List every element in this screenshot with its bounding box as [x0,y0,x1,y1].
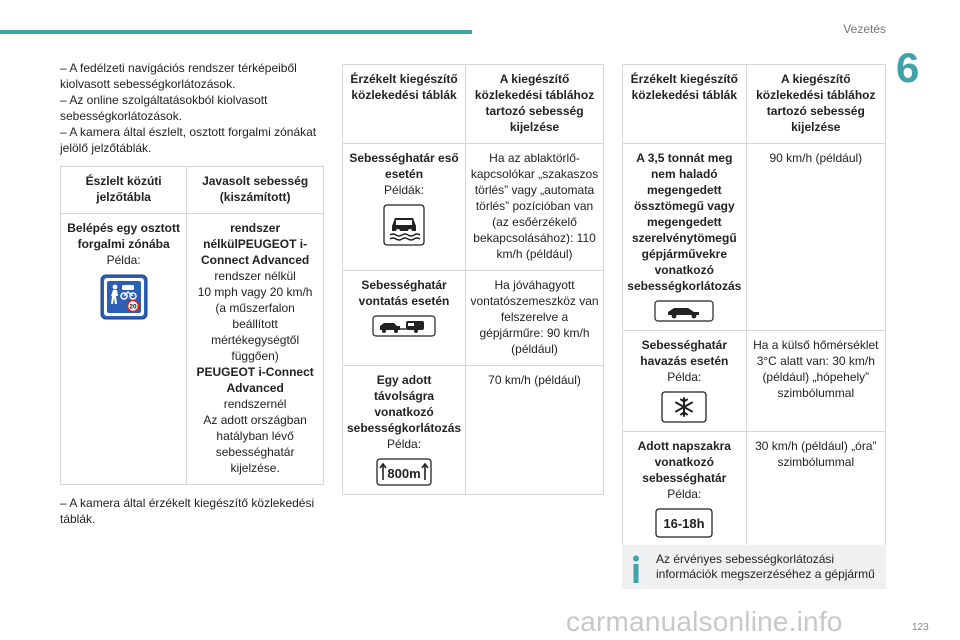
bullet-navigation: – A fedélzeti navigációs rendszer térképeiből kiolvasott sebességkorlátozások. [60,61,297,91]
row-title: Sebességhatár havazás esetén [640,338,729,368]
speed-line: rendszer nélkül [214,269,296,283]
chapter-number: 6 [896,44,920,91]
table-header: A kiegészítő közlekedési táblához tartozó sebesség kijelzése [746,65,885,144]
table-cell-sign [61,214,187,485]
info-icon [632,555,640,583]
row-title: A 3,5 tonnát meg nem haladó megengedett össztömegű vagy megengedett szerelvénytömegű gépjárművekre vonatkozó sebességkorlátozás [627,151,742,293]
distance-label: 800m [387,466,421,481]
supplementary-signs-table-2 [622,64,886,547]
row-title: Belépés egy osztott forgalmi zónába [67,221,180,251]
speed-line: Az adott országban hatályban lévő sebességhatár kijelzése. [203,413,307,475]
table-cell-sign [623,331,747,432]
table-header: Érzékelt kiegészítő közlekedési táblák [623,65,747,144]
row-example: Példa: [387,437,422,451]
section-title: Vezetés [843,22,886,36]
bullet-supplementary: – A kamera által érzékelt kiegészítő közlekedési táblák. [60,496,315,526]
bullet-online: – Az online szolgáltatásokból kiolvasott sebességkorlátozások. [60,93,268,123]
row-example: Példa: [667,487,702,501]
row-example: Példa: [106,253,141,267]
snowflake-icon [661,391,707,423]
table-header: Javasolt sebesség (kiszámított) [187,167,324,214]
info-text: Az érvényes sebességkorlátozási információk megszerzéséhez a gépjármű [656,552,875,581]
table-cell-sign [343,144,466,271]
row-title: Egy adott távolságra vonatkozó sebességkorlátozás [347,373,462,435]
table-cell-speed: 70 km/h (például) [466,366,604,495]
sign-speed-number: 20 [128,303,137,311]
time-range-icon [655,508,713,538]
row-title: Adott napszakra vonatkozó sebességhatár [637,439,731,485]
watermark: carmanualsonline.info [566,606,843,637]
table-cell-sign [623,144,747,331]
table-cell-sign [343,366,466,495]
row-title: Sebességhatár eső esetén [349,151,459,181]
column-2 [342,64,604,495]
shared-zone-table [60,166,324,485]
distance-800m-icon [376,458,432,486]
table-cell-speed: Ha jóváhagyott vontatószemeszköz van felszerelve a gépjárműre: 90 km/h (például) [466,271,604,366]
column-3 [622,64,886,547]
row-title: Sebességhatár vontatás esetén [358,278,450,308]
table-cell-speed: Ha az ablaktörlő-kapcsolókar „szakaszos törlés” vagy „automata törlés” pozícióban van (az esőérzékelő bekapcsolásához): 110 km/h (például) [466,144,604,271]
speed-line: rendszernél [223,397,287,411]
table-cell-speed: Ha a külső hőmérséklet 3°C alatt van: 30 km/h (például) „hópehely” szimbólummal [746,331,885,432]
table-header: A kiegészítő közlekedési táblához tartozó sebesség kijelzése [466,65,604,144]
table-cell-sign [623,432,747,547]
table-cell-speed [187,214,324,485]
wet-road-car-icon [383,204,425,246]
shared-zone-sign-icon [100,274,148,320]
column-1 [60,60,324,527]
speed-line: rendszer nélkülPEUGEOT i-Connect Advanced [200,221,310,267]
speed-line: PEUGEOT i-Connect Advanced [196,365,314,395]
page-number: 123 [912,622,929,633]
speed-line: 10 mph vagy 20 km/h (a műszerfalon beállított mértékegységtől függően) [197,285,313,363]
car-towing-trailer-icon [372,315,436,337]
table-header: Észlelt közúti jelzőtábla [61,167,187,214]
row-example: Példa: [667,370,702,384]
table-cell-speed: 30 km/h (például) „óra” szimbólummal [746,432,885,547]
table-header: Érzékelt kiegészítő közlekedési táblák [343,65,466,144]
supplementary-signs-table-1 [342,64,604,495]
car-icon [654,300,714,322]
row-example: Példák: [384,183,425,197]
bullet-camera: – A kamera által észlelt, osztott forgalmi zónákat jelölő jelzőtáblák. [60,125,317,155]
info-box [622,545,886,589]
table-cell-sign [343,271,466,366]
time-range-label: 16-18h [663,516,705,531]
table-cell-speed: 90 km/h (például) [746,144,885,331]
header-accent-bar [0,30,472,34]
